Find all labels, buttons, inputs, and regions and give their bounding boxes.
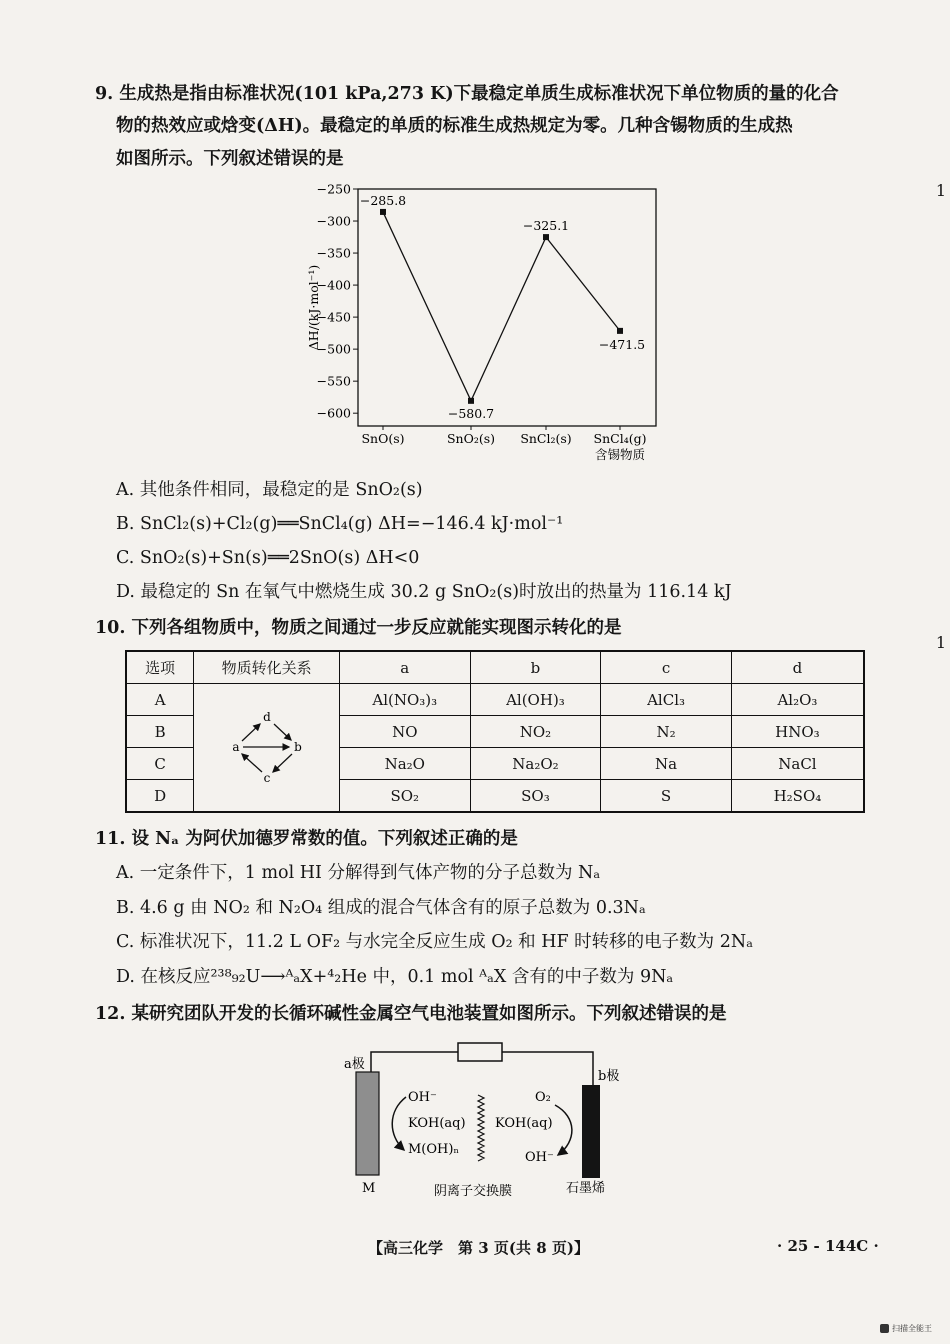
node-b: b [293, 739, 302, 754]
q9-stem-line1: 9. 生成热是指由标准状况(101 kPa,273 K)下最稳定单质生成标准状况下单位物质的量的化合 [95, 84, 839, 104]
footer-code: · 25 - 144C · [777, 1237, 879, 1255]
x-tick-label: SnO₂(s) [446, 431, 496, 446]
conversion-diagram [227, 706, 307, 786]
q11-option-d: D. 在核反应²³⁸₉₂U⟶ᴬₐX+⁴₂He 中，0.1 mol ᴬₐX 含有的中子数为 9Nₐ [116, 967, 674, 987]
node-a: a [232, 739, 240, 754]
o2-label: O₂ [535, 1090, 551, 1105]
node-c: c [263, 770, 270, 785]
cell-b: Al(OH)₃ [470, 684, 601, 716]
q9-option-c: C. SnO₂(s)+Sn(s)══2SnO(s) ΔH<0 [116, 548, 420, 568]
cell-a: NO [339, 716, 470, 748]
cell-c: Na [601, 748, 732, 780]
data-point [380, 209, 386, 215]
table-row [126, 684, 864, 716]
cell-d: Al₂O₃ [731, 684, 864, 716]
header-option: 选项 [126, 651, 194, 684]
q10-table [125, 650, 865, 813]
oh-left-label: OH⁻ [408, 1090, 437, 1105]
data-point [543, 234, 549, 240]
y-tick-label: −350 [316, 245, 351, 261]
cell-c: S [601, 780, 732, 813]
y-tick-label: −400 [316, 277, 351, 293]
margin-page-number: 1 [935, 181, 946, 200]
moh-label: M(OH)ₙ [408, 1142, 460, 1157]
q11-stem: 11. 设 Nₐ 为阿伏加德罗常数的值。下列叙述正确的是 [95, 829, 518, 849]
membrane-zigzag [478, 1095, 484, 1161]
watermark-text: 扫描全能王 [892, 1324, 932, 1333]
q10-stem: 10. 下列各组物质中，物质之间通过一步反应就能实现图示转化的是 [95, 618, 622, 638]
header-c: c [601, 651, 732, 684]
header-relation: 物质转化关系 [194, 651, 340, 684]
m-label: M [362, 1181, 376, 1196]
data-point [468, 398, 474, 404]
a-pole-label: a极 [344, 1057, 365, 1072]
membrane-label: 阴离子交换膜 [434, 1184, 513, 1199]
koh-right-label: KOH(aq) [495, 1116, 553, 1131]
series-line [383, 212, 620, 401]
y-tick-label: −300 [316, 213, 351, 229]
q11-option-a: A. 一定条件下，1 mol HI 分解得到气体产物的分子总数为 Nₐ [116, 863, 601, 883]
cell-a: Al(NO₃)₃ [339, 684, 470, 716]
row-option: A [126, 684, 194, 716]
header-d: d [731, 651, 864, 684]
y-tick-label: −450 [316, 309, 351, 325]
row-option: C [126, 748, 194, 780]
conversion-diagram-cell [194, 684, 340, 813]
x-axis-label: 含锡物质 [594, 447, 646, 462]
footer-page-info: 【高三化学 第 3 页(共 8 页)】 [368, 1239, 589, 1257]
header-b: b [470, 651, 601, 684]
y-axis-label: ΔH/(kJ·mol⁻¹) [306, 264, 321, 351]
cell-c: AlCl₃ [601, 684, 732, 716]
graphene-label: 石墨烯 [566, 1181, 606, 1196]
q9-option-a: A. 其他条件相同，最稳定的是 SnO₂(s) [116, 480, 423, 500]
x-tick-label: SnO(s) [361, 431, 405, 446]
q9-option-b: B. SnCl₂(s)+Cl₂(g)══SnCl₄(g) ΔH=−146.4 kJ·mol⁻¹ [116, 514, 564, 534]
header-a: a [339, 651, 470, 684]
row-option: B [126, 716, 194, 748]
data-label: −325.1 [522, 218, 570, 234]
cell-a: Na₂O [339, 748, 470, 780]
x-tick-label: SnCl₄(g) [593, 431, 647, 446]
battery-diagram [330, 1035, 650, 1205]
q12-stem: 12. 某研究团队开发的长循环碱性金属空气电池装置如图所示。下列叙述错误的是 [95, 1004, 727, 1024]
cell-d: HNO₃ [731, 716, 864, 748]
q11-option-c: C. 标准状况下，11.2 L OF₂ 与水完全反应生成 O₂ 和 HF 时转移的电子数为 2Nₐ [116, 932, 753, 952]
cell-b: Na₂O₂ [470, 748, 601, 780]
cell-c: N₂ [601, 716, 732, 748]
graphene-electrode [582, 1085, 600, 1178]
q9-stem-line3: 如图所示。下列叙述错误的是 [116, 149, 344, 169]
margin-page-number: 1 [935, 633, 946, 652]
y-tick-label: −600 [316, 405, 351, 421]
data-label: −285.8 [359, 192, 407, 208]
cell-b: SO₃ [470, 780, 601, 813]
cell-d: H₂SO₄ [731, 780, 864, 813]
q9-option-d: D. 最稳定的 Sn 在氧气中燃烧生成 30.2 g SnO₂(s)时放出的热量为 116.14 kJ [116, 582, 732, 602]
metal-electrode-m [356, 1072, 379, 1175]
scanner-watermark [880, 1323, 932, 1334]
oh-right-label: OH⁻ [525, 1150, 554, 1165]
cell-b: NO₂ [470, 716, 601, 748]
data-label: −580.7 [447, 405, 495, 421]
data-label: −471.5 [598, 336, 646, 352]
node-d: d [262, 709, 271, 724]
cell-a: SO₂ [339, 780, 470, 813]
resistor [458, 1043, 502, 1061]
koh-left-label: KOH(aq) [408, 1116, 466, 1131]
plot-frame [358, 189, 656, 426]
cell-d: NaCl [731, 748, 864, 780]
y-tick-label: −550 [316, 373, 351, 389]
table-header-row [126, 651, 864, 684]
b-pole-label: b极 [598, 1069, 620, 1084]
row-option: D [126, 780, 194, 813]
qr-icon [880, 1324, 889, 1333]
data-point [617, 328, 623, 334]
x-tick-label: SnCl₂(s) [520, 431, 572, 446]
enthalpy-chart [290, 178, 690, 473]
y-tick-label: −250 [316, 181, 351, 197]
q11-option-b: B. 4.6 g 由 NO₂ 和 N₂O₄ 组成的混合气体含有的原子总数为 0.3Nₐ [116, 898, 646, 918]
y-tick-label: −500 [316, 341, 351, 357]
q9-stem-line2: 物的热效应或焓变(ΔH)。最稳定的单质的标准生成热规定为零。几种含锡物质的生成热 [116, 116, 793, 136]
